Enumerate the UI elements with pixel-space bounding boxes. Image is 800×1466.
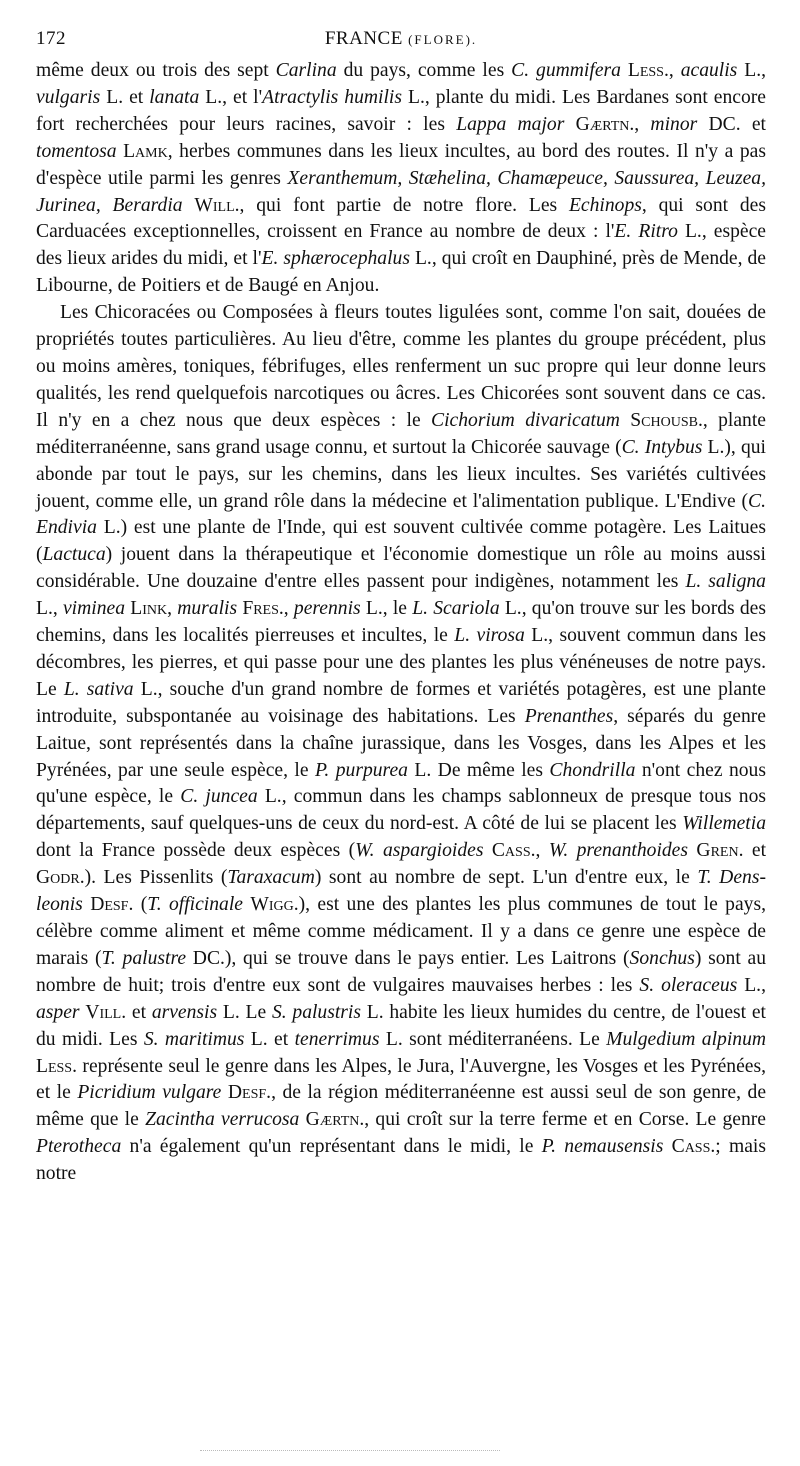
text-run: dont la France possède deux espèces (	[36, 840, 356, 862]
text-run: L.,	[36, 598, 63, 620]
author-abbrev: Lamk	[123, 140, 168, 162]
text-run	[183, 195, 195, 216]
text-run: L., plante du midi. Les Bardanes sont encore fort recherchées pour leurs racines, savoir : les	[36, 86, 767, 135]
text-run: L. et	[100, 86, 150, 108]
taxon-name: C. gummifera	[511, 60, 621, 81]
author-abbrev: Schousb.	[630, 409, 703, 431]
text-run	[621, 60, 628, 81]
taxon-name: acaulis	[680, 60, 738, 81]
text-run: , qui sont des Carduacées exceptionnelles, croissent en France au nombre de deux : l'	[36, 194, 766, 243]
running-title	[36, 28, 766, 50]
taxon-name: S. palustris	[271, 1001, 361, 1023]
text-run: n'a également qu'un représentant dans le midi, le	[121, 1136, 542, 1158]
book-page	[36, 28, 766, 1188]
text-run: ,	[634, 113, 651, 135]
text-run: n'ont chez nous qu'une espèce, le	[36, 759, 766, 808]
text-run: (	[133, 894, 148, 916]
text-run: représente seul le genre dans les Alpes, le Jura, l'Auvergne, les Vosges et les Pyrénées, et le	[36, 1055, 766, 1104]
taxon-name: T. Dens-leonis	[36, 867, 766, 916]
text-run: et	[743, 840, 767, 862]
author-abbrev: Desf.	[227, 1082, 272, 1104]
author-abbrev: Gærtn.	[575, 113, 635, 135]
text-run: , qui croît sur la terre ferme et en Corse. Le genre	[364, 1109, 766, 1131]
taxon-name: Picridium vulgare	[77, 1082, 222, 1104]
text-run: L.,	[737, 60, 767, 81]
taxon-name: tomentosa	[36, 140, 117, 162]
text-run: ) jouent dans la thérapeutique et l'économie domestique un rôle au moins aussi considérable. Une douzaine d'entre elles passent pour indigènes, notamment les	[36, 544, 766, 593]
text-run: ; mais notre	[36, 1136, 766, 1185]
text-run: et	[126, 1001, 152, 1023]
author-abbrev: Fres.	[242, 598, 284, 620]
text-run: L., qui croît en Dauphiné, près de Mende, de Libourne, de Poitiers et de Baugé en Anjou.	[36, 248, 766, 297]
taxon-name: muralis	[177, 598, 238, 620]
taxon-name: viminea	[62, 598, 126, 620]
text-run	[564, 114, 575, 135]
taxon-name: Xeranthemum, Stæhelina, Chamæpeuce, Saussurea, Leuzea, Jurinea, Berardia	[36, 167, 766, 216]
running-header	[36, 28, 766, 58]
taxon-name: Lactuca	[42, 544, 106, 566]
taxon-name: tenerrimus	[294, 1028, 380, 1050]
text-run: L., qu'on trouve sur les bords des chemins, dans les localités pierreuses et incultes, le	[36, 598, 767, 647]
page-number: 172	[36, 28, 66, 49]
author-abbrev: Cass.	[491, 840, 536, 862]
running-title-sub: (FLORE).	[408, 32, 478, 47]
text-run: ,	[167, 598, 178, 620]
author-abbrev: Gren.	[696, 840, 744, 862]
taxon-name: L. saligna	[685, 571, 766, 593]
author-abbrev: Vill.	[85, 1001, 127, 1023]
taxon-name: L. virosa	[454, 625, 525, 647]
taxon-name: P. purpurea	[314, 759, 408, 781]
text-run: L.), qui abonde par tout le pays, sur les chemins, dans les lieux incultes. Ses variétés cultivées jouent, comme elle, un grand rôle dans la médecine et l'alimentation publique. L'Endive (	[36, 436, 767, 512]
text-run: L., le	[360, 598, 413, 620]
taxon-name: Mulgedium alpinum	[606, 1028, 767, 1050]
author-abbrev: Wigg.	[250, 894, 299, 916]
paragraph-chicoracees	[36, 300, 766, 1188]
text-run: ) sont au nombre de huit; trois d'entre eux sont de vulgaires mauvaises herbes : les	[36, 947, 766, 996]
taxon-name: Cichorium divaricatum	[431, 409, 620, 431]
taxon-name: vulgaris	[36, 86, 101, 108]
taxon-name: asper	[36, 1001, 80, 1023]
taxon-name: Pterotheca	[36, 1136, 122, 1158]
text-run: , séparés du genre Laitue, sont représentés dans la chaîne jurassique, dans les Vosges, dans les Alpes et les Pyrénées, par une seule espèce, le	[36, 705, 766, 781]
author-abbrev: Less.	[36, 1055, 77, 1077]
text-run: L., souche d'un grand nombre de formes et variétés potagères, est une plante introduite, subspontanée au voisinage des habitations. Les	[36, 678, 766, 727]
taxon-name: W. prenanthoides	[548, 840, 689, 862]
taxon-name: W. aspargioides	[355, 840, 484, 862]
taxon-name: T. palustre	[101, 947, 187, 969]
text-run: , plante méditerranéenne, sans grand usage connu, et surtout la Chicorée sauvage (	[36, 409, 766, 458]
author-abbrev: Link	[130, 598, 168, 620]
text-run: même deux ou trois des sept	[36, 60, 276, 81]
author-abbrev: Desf.	[90, 894, 134, 916]
text-run: L.,	[737, 974, 766, 996]
text-run: ). Les Pissenlits (	[84, 867, 228, 889]
taxon-name: Chondrilla	[549, 759, 636, 781]
text-run: DC. et	[697, 113, 767, 135]
text-run: L. et	[244, 1028, 295, 1050]
text-run: ) sont au nombre de sept. L'un d'entre eux, le	[314, 867, 698, 889]
text-run: , herbes communes dans les lieux incultes, au bord des routes. Il n'y a pas d'espèce utile parmi les genres	[36, 140, 766, 189]
text-run: ), est une des plantes les plus communes de tout le pays, célèbre comme aliment et même comme médicament. Il y a dans ce genre une espèce de marais (	[36, 894, 766, 969]
taxon-name: Taraxacum	[227, 867, 315, 889]
text-run: ,	[668, 60, 681, 81]
taxon-name: S. maritimus	[143, 1028, 245, 1050]
author-abbrev: Godr.	[36, 867, 85, 889]
taxon-name: Sonchus	[629, 947, 695, 969]
taxon-name: T. officinale	[147, 894, 243, 916]
text-run: , qui font partie de notre flore. Les	[239, 194, 569, 216]
text-run: L. habite les lieux humides du centre, de l'ouest et du midi. Les	[36, 1001, 766, 1050]
text-run: L., souvent commun dans les décombres, les pierres, et qui passe pour une des plantes les plus vénéneuses de notre pays. Le	[36, 625, 766, 700]
text-run: L.) est une plante de l'Inde, qui est souvent cultivée comme potagère. Les Laitues (	[36, 517, 766, 566]
text-run: DC.), qui se trouve dans le pays entier. Les Laitrons (	[186, 947, 630, 969]
taxon-name: Atractylis humilis	[262, 86, 402, 108]
text-run	[663, 1136, 671, 1157]
text-run: ,	[283, 598, 294, 620]
text-run	[620, 410, 630, 431]
text-run: ,	[535, 840, 549, 862]
taxon-name: P. nemausensis	[541, 1136, 664, 1158]
text-run: L., et l'	[199, 86, 263, 108]
author-abbrev: Cass.	[671, 1136, 716, 1158]
taxon-name: Prenanthes	[524, 705, 614, 727]
taxon-name: Willemetia	[682, 813, 766, 835]
text-run: L. sont méditerranéens. Le	[379, 1028, 607, 1050]
paragraph-carduacees	[36, 58, 766, 300]
taxon-name: Lappa major	[456, 113, 565, 135]
text-run: Les Chicoracées ou Composées à fleurs toutes ligulées sont, comme l'on sait, douées de propriétés toutes particulières. Au lieu d'être, comme les plantes du groupe précédent, plus ou moins amères, toniques, fébrifuges, elles renferment un suc propre qui leur donne leurs qualités, les rend quelquefois narcotiques ou âcres. Les Chicorées sont souvent dans ce cas. Il n'y en a chez nous que deux espèces : le	[36, 302, 766, 431]
taxon-name: Echinops	[568, 194, 642, 216]
taxon-name: perennis	[293, 598, 361, 620]
taxon-name: lanata	[149, 86, 200, 108]
author-abbrev: Gærtn.	[305, 1109, 365, 1131]
taxon-name: L. sativa	[63, 678, 134, 700]
text-run: L. De même les	[407, 759, 550, 781]
body-text	[36, 58, 766, 1188]
taxon-name: S. oleraceus	[639, 974, 738, 996]
taxon-name: Carlina	[275, 60, 337, 81]
text-run	[483, 840, 491, 861]
taxon-name: E. Ritro	[614, 221, 678, 243]
author-abbrev: Will.	[194, 194, 240, 216]
text-run: L., commun dans les champs sablonneux de presque tous nos départements, sauf quelques-uns de ceux du nord-est. A côté de lui se placent les	[36, 786, 767, 835]
taxon-name: C. Endivia	[36, 490, 766, 539]
taxon-name: C. Intybus	[621, 436, 703, 458]
author-abbrev: Less.	[627, 60, 669, 81]
taxon-name: arvensis	[151, 1001, 218, 1023]
taxon-name: E. sphærocephalus	[261, 248, 410, 270]
bottom-marks	[200, 1450, 500, 1453]
taxon-name: minor	[650, 113, 698, 135]
taxon-name: Zacintha verrucosa	[145, 1109, 300, 1131]
text-run: , de la région méditerranéenne est aussi seul de son genre, de même que le	[36, 1082, 767, 1131]
text-run: du pays, comme les	[336, 60, 512, 81]
text-run: L. Le	[217, 1001, 272, 1023]
taxon-name: C. juncea	[180, 786, 258, 808]
text-run: L., espèce des lieux arides du midi, et l'	[36, 221, 766, 270]
running-title-main: FRANCE	[324, 28, 403, 49]
taxon-name: L. Scariola	[412, 598, 500, 620]
